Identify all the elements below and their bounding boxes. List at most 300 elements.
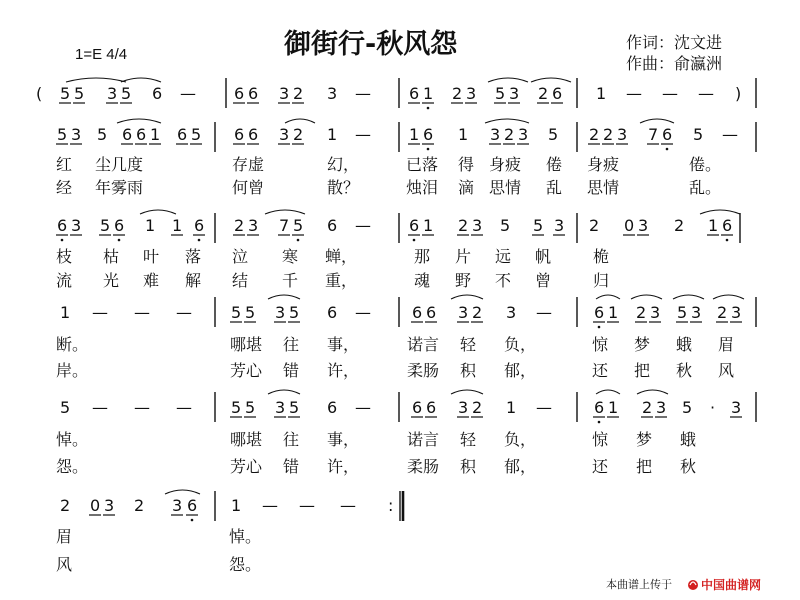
lyrics-row-5-verse-2: [56, 457, 696, 476]
lyric: 错: [283, 361, 300, 380]
note: 6: [234, 84, 245, 103]
note: 6: [136, 125, 147, 144]
low-octave-dot: [427, 148, 430, 151]
low-octave-dot: [598, 421, 601, 424]
note: 3: [472, 216, 483, 235]
note: 6: [426, 398, 437, 417]
note: 5: [57, 125, 68, 144]
lyric: 尘几度: [95, 155, 144, 174]
lyric: 落: [185, 247, 202, 266]
lyric: 郁，: [504, 361, 537, 380]
note: 2: [538, 84, 549, 103]
note: 5: [231, 398, 242, 417]
note: 1: [458, 125, 469, 144]
measure-5-4: [594, 398, 741, 417]
note: 5: [60, 398, 71, 417]
lyrics-row-4-verse-2: [56, 361, 734, 380]
lyric: 还: [592, 457, 609, 476]
note: 3: [458, 303, 469, 322]
note: 6: [412, 398, 423, 417]
slur-arc: [700, 210, 740, 214]
lyric: 千: [282, 271, 299, 290]
lyric: 蝉，: [325, 247, 358, 266]
note: (: [36, 84, 43, 103]
lyric: 郁，: [504, 457, 537, 476]
lyric: 身疲: [489, 155, 522, 174]
lyric: 惊: [592, 430, 609, 449]
note: 1: [608, 398, 619, 417]
lyricist-credit: 作词：沈文进: [626, 33, 723, 52]
note: 6: [409, 84, 420, 103]
note: 3: [71, 216, 82, 235]
note: 3: [107, 84, 118, 103]
note: 3: [490, 125, 501, 144]
note: —: [299, 496, 315, 515]
measure-1-4: [596, 84, 741, 103]
low-octave-dot: [666, 148, 669, 151]
lyric: 诺言: [407, 430, 440, 449]
note: 5: [97, 125, 108, 144]
lyric: 风: [718, 361, 735, 380]
measure-2-4: [589, 125, 738, 144]
note: 3: [275, 303, 286, 322]
note: —: [355, 398, 371, 417]
note: 5: [191, 125, 202, 144]
lyric: 流: [56, 271, 73, 290]
note: —: [355, 216, 371, 235]
lyric: 事，: [327, 430, 360, 449]
note: —: [626, 84, 642, 103]
note: 5: [682, 398, 693, 417]
lyrics-row-2-verse-1: [56, 155, 721, 174]
score-row-4: [56, 297, 756, 380]
measure-5-3: [412, 398, 552, 417]
note: 1: [608, 303, 619, 322]
lyric: 积: [460, 361, 477, 380]
lyric: 怨。: [229, 555, 262, 574]
note: 5: [500, 216, 511, 235]
note: 6: [426, 303, 437, 322]
note: 1: [423, 84, 434, 103]
slur-arc: [117, 119, 161, 123]
note: 6: [327, 398, 338, 417]
note: 6: [234, 125, 245, 144]
lyric: 乱: [546, 178, 563, 197]
note: 6: [114, 216, 125, 235]
measure-3-1: [57, 216, 204, 235]
note: 2: [717, 303, 728, 322]
lyric: 身疲: [587, 155, 620, 174]
measure-5-1: [60, 398, 192, 417]
note: 2: [589, 216, 600, 235]
note: 6: [177, 125, 188, 144]
note: 1: [409, 125, 420, 144]
lyric: 幻，: [327, 155, 360, 174]
music-note-logo-icon: [688, 580, 698, 590]
note: 3: [458, 398, 469, 417]
measure-3-2: [234, 216, 371, 235]
lyric: 解: [185, 271, 202, 290]
note: 3: [731, 398, 742, 417]
lyric: 魂: [414, 271, 431, 290]
lyric: 经: [56, 178, 73, 197]
note: 3: [104, 496, 115, 515]
note: —: [262, 496, 278, 515]
lyric: 往: [283, 430, 300, 449]
note: 6: [248, 84, 259, 103]
note: 6: [662, 125, 673, 144]
slur-arc: [165, 490, 200, 494]
repeat-sign: :: [388, 496, 394, 515]
measure-3-4: [589, 216, 732, 235]
note: —: [698, 84, 714, 103]
lyric: 把: [636, 457, 653, 476]
lyric: 负，: [504, 430, 537, 449]
note: —: [176, 398, 192, 417]
lyric: 轻: [460, 335, 477, 354]
low-octave-dot: [118, 239, 121, 242]
composer-credit: 作曲：俞瀛洲: [626, 54, 723, 73]
measure-4-4: [594, 303, 741, 322]
note: 5: [60, 84, 71, 103]
note: 7: [648, 125, 659, 144]
measure-2-2: [234, 125, 371, 144]
lyrics-row-6-verse-1: [56, 527, 261, 546]
note: 5: [100, 216, 111, 235]
note: 6: [552, 84, 563, 103]
note: 3: [617, 125, 628, 144]
lyric: 断。: [56, 335, 89, 354]
note: 2: [504, 125, 515, 144]
lyric: 惊: [592, 335, 609, 354]
note: 3: [248, 216, 259, 235]
low-octave-dot: [413, 239, 416, 242]
slur-arc: [451, 295, 483, 299]
note: 2: [293, 125, 304, 144]
lyric: 叶: [143, 247, 160, 266]
note: 3: [509, 84, 520, 103]
lyrics-row-4-verse-1: [56, 335, 734, 354]
song-title: 御街行-秋风怨: [284, 29, 458, 60]
measure-1-3: [409, 84, 562, 103]
note: 1: [145, 216, 156, 235]
note: 6: [194, 216, 205, 235]
lyric: 哪堪: [230, 430, 263, 449]
lyric: 梦: [634, 335, 651, 354]
note: 1: [60, 303, 71, 322]
score-row-2: [56, 122, 756, 197]
slur-arc: [140, 210, 176, 214]
lyric: 枝: [56, 247, 73, 266]
lyric: 诺言: [407, 335, 440, 354]
note: 1: [708, 216, 719, 235]
note: 5: [245, 303, 256, 322]
lyric: 存虚: [232, 155, 265, 174]
measure-4-1: [60, 303, 192, 322]
lyric: 野: [455, 271, 472, 290]
measure-6-1: [60, 496, 197, 515]
measure-5-2: [231, 398, 371, 417]
note: 6: [152, 84, 163, 103]
note: 6: [594, 398, 605, 417]
lyric: 哪堪: [230, 335, 263, 354]
note: ·: [710, 398, 716, 417]
note: 6: [327, 216, 338, 235]
lyric: 蛾: [676, 335, 693, 354]
lyric: 思情: [587, 178, 620, 197]
note: —: [536, 398, 552, 417]
lyrics-row-3-verse-2: [56, 271, 609, 290]
note: 3: [731, 303, 742, 322]
note: 6: [412, 303, 423, 322]
note: 2: [603, 125, 614, 144]
note: —: [355, 125, 371, 144]
note: 1: [596, 84, 607, 103]
footer-uploaded-text: 本曲谱上传于: [606, 578, 672, 591]
slur-arc: [265, 210, 305, 214]
low-octave-dot: [61, 239, 64, 242]
lyric: 光: [103, 271, 120, 290]
lyric: 岸。: [56, 361, 89, 380]
note: 2: [293, 84, 304, 103]
note: 6: [187, 496, 198, 515]
slur-arc: [488, 78, 528, 82]
slur-arc: [485, 119, 529, 123]
lyric: 枯: [103, 247, 120, 266]
note: 2: [472, 398, 483, 417]
note: 1: [327, 125, 338, 144]
lyrics-row-2-verse-2: [56, 178, 721, 197]
score-row-5: [56, 392, 756, 476]
lyric: 滴: [458, 178, 475, 197]
footer: [606, 577, 761, 592]
key-signature: 1=E 4/4: [75, 46, 128, 63]
note: —: [662, 84, 678, 103]
lyric: 重，: [325, 271, 358, 290]
measure-6-2: [231, 496, 393, 515]
lyric: 梦: [636, 430, 653, 449]
score-row-6: [56, 491, 403, 574]
note: 3: [650, 303, 661, 322]
note: 5: [121, 84, 132, 103]
lyrics-row-6-verse-2: [56, 555, 261, 574]
note: —: [180, 84, 196, 103]
slur-arc: [640, 119, 674, 123]
lyric: 秋: [680, 457, 697, 476]
slur-arc: [631, 295, 662, 299]
note: 2: [589, 125, 600, 144]
note: 2: [234, 216, 245, 235]
slur-arc: [66, 78, 126, 82]
lyric: 眉: [56, 527, 73, 546]
lyric: 寒: [282, 247, 299, 266]
lyric: 风: [56, 555, 73, 574]
lyrics-row-3-verse-1: [56, 247, 609, 266]
note: 3: [691, 303, 702, 322]
slur-arc: [451, 390, 483, 394]
lyrics-row-5-verse-1: [56, 430, 696, 449]
note: 5: [289, 398, 300, 417]
lyric: 红: [56, 155, 73, 174]
low-octave-dot: [297, 239, 300, 242]
lyric: 事，: [327, 335, 360, 354]
lyric: 芳心: [230, 457, 263, 476]
lyric: 倦: [546, 155, 563, 174]
lyric: 得: [458, 155, 475, 174]
lyric: 柔肠: [407, 361, 440, 380]
note: 5: [533, 216, 544, 235]
note: 0: [624, 216, 635, 235]
note: 2: [458, 216, 469, 235]
note: 3: [656, 398, 667, 417]
lyric: 不: [495, 271, 512, 290]
lyric: 悼。: [56, 430, 89, 449]
lyric: 悼。: [229, 527, 262, 546]
lyric: 蛾: [680, 430, 697, 449]
note: 2: [674, 216, 685, 235]
lyric: 年雾雨: [95, 178, 144, 197]
note: 5: [293, 216, 304, 235]
lyric: 把: [634, 361, 651, 380]
lyric: 许，: [327, 361, 360, 380]
note: 3: [71, 125, 82, 144]
note: 3: [279, 125, 290, 144]
footer-site-name[interactable]: 中国曲谱网: [701, 578, 762, 592]
note: 1: [172, 216, 183, 235]
low-octave-dot: [427, 107, 430, 110]
note: 0: [90, 496, 101, 515]
note: 2: [636, 303, 647, 322]
note: —: [722, 125, 738, 144]
note: 5: [693, 125, 704, 144]
lyric: 还: [592, 361, 609, 380]
low-octave-dot: [598, 326, 601, 329]
note: 6: [57, 216, 68, 235]
note: 1: [423, 216, 434, 235]
slur-arc: [285, 119, 315, 123]
measure-2-1: [57, 125, 201, 144]
measure-1-1: [36, 84, 196, 103]
lyric: 负，: [504, 335, 537, 354]
lyric: 眉: [718, 335, 735, 354]
lyric: 秋: [676, 361, 693, 380]
lyric: 远: [495, 247, 512, 266]
note: 6: [248, 125, 259, 144]
note: 1: [506, 398, 517, 417]
note: 3: [466, 84, 477, 103]
lyric: 片: [455, 247, 472, 266]
slur-arc: [268, 295, 300, 299]
slur-arc: [637, 390, 668, 394]
low-octave-dot: [198, 239, 201, 242]
note: 5: [74, 84, 85, 103]
lyric: 柔肠: [407, 457, 440, 476]
note: —: [176, 303, 192, 322]
lyric: 结: [232, 271, 249, 290]
lyric: 往: [283, 335, 300, 354]
measure-3-3: [409, 216, 564, 235]
lyric: 倦。: [689, 155, 722, 174]
note: 3: [275, 398, 286, 417]
lyric: 乱。: [689, 178, 722, 197]
lyric: 帆: [535, 247, 552, 266]
note: 2: [452, 84, 463, 103]
note: 1: [150, 125, 161, 144]
lyric: 错: [283, 457, 300, 476]
note: —: [92, 398, 108, 417]
lyric: 怨。: [56, 457, 89, 476]
note: 5: [495, 84, 506, 103]
note: 2: [134, 496, 145, 515]
score-row-3: [56, 213, 740, 290]
note: 2: [60, 496, 71, 515]
slur-arc: [268, 390, 300, 394]
lyric: 归: [593, 271, 610, 290]
lyric: 思情: [489, 178, 522, 197]
note: 6: [423, 125, 434, 144]
note: —: [536, 303, 552, 322]
lyric: 难: [143, 271, 160, 290]
score-row-1: [36, 78, 756, 108]
note: —: [134, 303, 150, 322]
note: 3: [327, 84, 338, 103]
note: 3: [554, 216, 565, 235]
low-octave-dot: [726, 239, 729, 242]
note: 1: [231, 496, 242, 515]
note: —: [340, 496, 356, 515]
slur-arc: [121, 78, 161, 82]
low-octave-dot: [191, 519, 194, 522]
lyric: 曾: [535, 271, 552, 290]
note: 3: [279, 84, 290, 103]
slur-arc: [673, 295, 704, 299]
lyric: 已落: [406, 155, 439, 174]
note: 5: [548, 125, 559, 144]
note: 6: [122, 125, 133, 144]
note: —: [134, 398, 150, 417]
lyric: 许，: [327, 457, 360, 476]
note: 3: [172, 496, 183, 515]
lyric: 积: [460, 457, 477, 476]
note: —: [355, 84, 371, 103]
lyric: 烛泪: [406, 178, 439, 197]
note: 2: [642, 398, 653, 417]
note: 5: [289, 303, 300, 322]
slur-arc: [531, 78, 571, 82]
note: —: [92, 303, 108, 322]
note: 6: [722, 216, 733, 235]
note: 3: [518, 125, 529, 144]
note: —: [355, 303, 371, 322]
slur-arc: [596, 390, 620, 394]
note: 6: [409, 216, 420, 235]
lyric: 何曾: [232, 178, 265, 197]
note: 3: [638, 216, 649, 235]
measure-1-2: [234, 84, 371, 103]
lyric: 泣: [232, 247, 249, 266]
slur-arc: [596, 295, 620, 299]
lyric: 桅: [593, 247, 610, 266]
note: 3: [506, 303, 517, 322]
note: 5: [245, 398, 256, 417]
note: 5: [677, 303, 688, 322]
lyric: 那: [414, 247, 431, 266]
slur-arc: [713, 295, 744, 299]
note: 5: [231, 303, 242, 322]
measure-4-2: [231, 303, 371, 322]
measure-4-3: [412, 303, 552, 322]
note: 6: [327, 303, 338, 322]
